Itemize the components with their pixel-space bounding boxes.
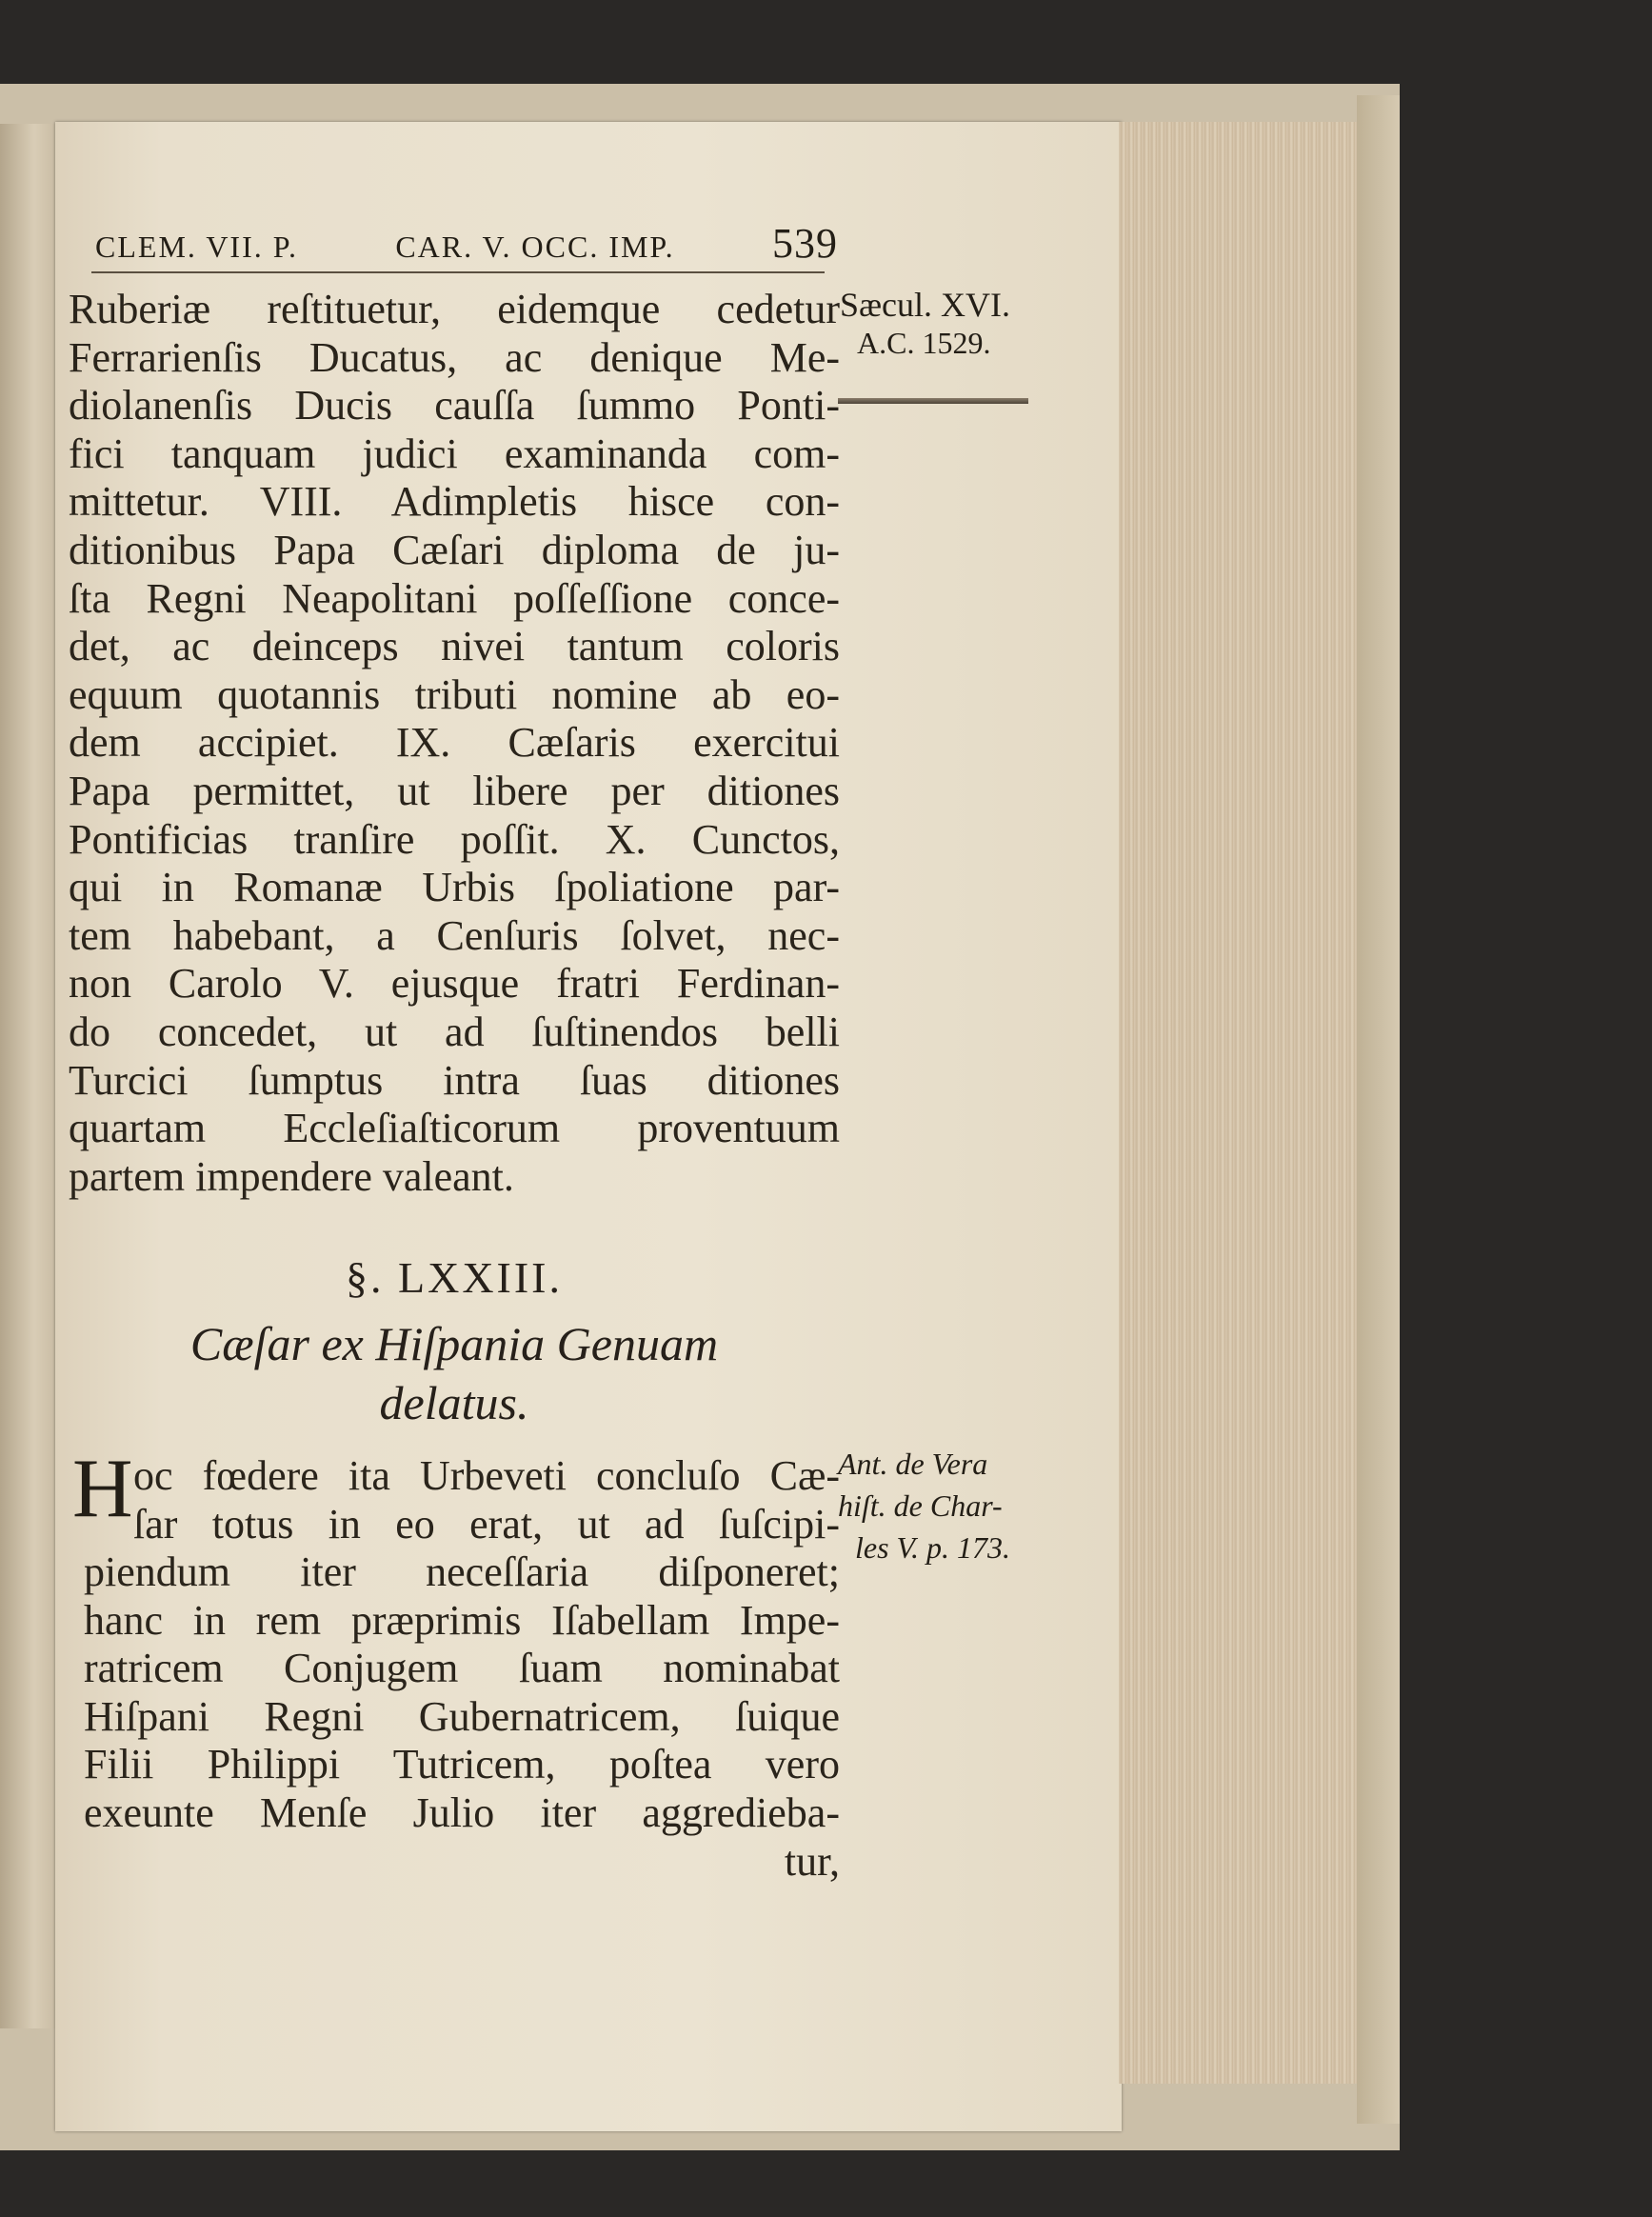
text-line: equum quotannis tributi nomine ab eo- (69, 670, 840, 718)
text-line: mittetur. VIII. Adimpletis hisce con- (69, 478, 840, 526)
paragraph-1 (69, 286, 840, 1201)
text-line: hanc in rem præprimis Iſabellam Impe- (84, 1596, 840, 1644)
drop-cap: H (72, 1443, 133, 1535)
book-cover-edge (1357, 95, 1400, 2124)
text-line: quartam Eccleſiaſticorum proventuum (69, 1105, 840, 1152)
text-line: Ruberiæ reſtituetur, eidemque cedetur (69, 286, 840, 332)
text-line: ſta Regni Neapolitani poſſeſſione conce- (69, 574, 840, 622)
text-line: Hiſpani Regni Gubernatricem, ſuique (84, 1692, 840, 1740)
page-number: 539 (772, 220, 838, 267)
header-left: CLEM. VII. P. (95, 230, 298, 264)
margin-reference-line: les V. p. 173. (855, 1530, 1010, 1565)
text-line: ratricem Conjugem ſuam nominabat (84, 1645, 840, 1692)
text-line: piendum iter neceſſaria diſponeret; (84, 1548, 840, 1595)
text-line: do concedet, ut ad ſuſtinendos belli (69, 1008, 840, 1055)
margin-date-year: A.C. 1529. (857, 326, 991, 360)
page-fore-edge (1119, 122, 1366, 2084)
header-center: CAR. V. OCC. IMP. (395, 230, 675, 264)
section-title (69, 1314, 840, 1432)
text-line: oc fœdere ita Urbeveti concluſo Cæ- (133, 1452, 840, 1499)
text-line: exeunte Menſe Julio iter aggredieba- (84, 1788, 840, 1836)
margin-reference-line: Ant. de Vera (838, 1447, 988, 1481)
text-line: diolanenſis Ducis cauſſa ſummo Ponti- (69, 382, 840, 429)
margin-reference-line: hiſt. de Char- (838, 1488, 1003, 1523)
facing-page-edge (0, 124, 57, 2028)
section-title-line: delatus. (379, 1376, 529, 1429)
margin-date (840, 286, 1010, 362)
text-line: Ferrarienſis Ducatus, ac denique Me- (69, 333, 840, 381)
text-line: fici tanquam judici examinanda com- (69, 429, 840, 477)
text-line: partem impendere valeant. (69, 1152, 514, 1200)
text-line: Papa permittet, ut libere per ditiones (69, 767, 840, 814)
margin-date-rule (838, 398, 1028, 404)
paragraph-2 (84, 1548, 840, 1886)
catchword: tur, (784, 1837, 840, 1885)
paragraph-2-indented (133, 1452, 840, 1548)
margin-reference (838, 1443, 1010, 1568)
text-line: non Carolo V. ejusque fratri Ferdinan- (69, 960, 840, 1008)
margin-date-century: Sæcul. XVI. (840, 286, 1010, 324)
text-line: tem habebant, a Cenſuris ſolvet, nec- (69, 911, 840, 959)
text-line: qui in Romanæ Urbis ſpoliatione par- (69, 864, 840, 911)
text-line: Turcici ſumptus intra ſuas ditiones (69, 1056, 840, 1104)
text-line: Pontificias tranſire poſſit. X. Cunctos, (69, 815, 840, 863)
header-rule (91, 271, 825, 273)
text-line: dem accipiet. IX. Cæſaris exercitui (69, 719, 840, 767)
text-line: ditionibus Papa Cæſari diploma de ju- (69, 526, 840, 573)
running-header (95, 219, 838, 267)
text-line: ſar totus in eo erat, ut ad ſuſcipi- (133, 1500, 840, 1548)
text-line: det, ac deinceps nivei tantum coloris (69, 623, 840, 670)
section-number: §. LXXIII. (346, 1253, 563, 1302)
text-line: Filii Philippi Tutricem, poſtea vero (84, 1741, 840, 1788)
section-title-line: Cæſar ex Hiſpania Genuam (189, 1317, 719, 1370)
